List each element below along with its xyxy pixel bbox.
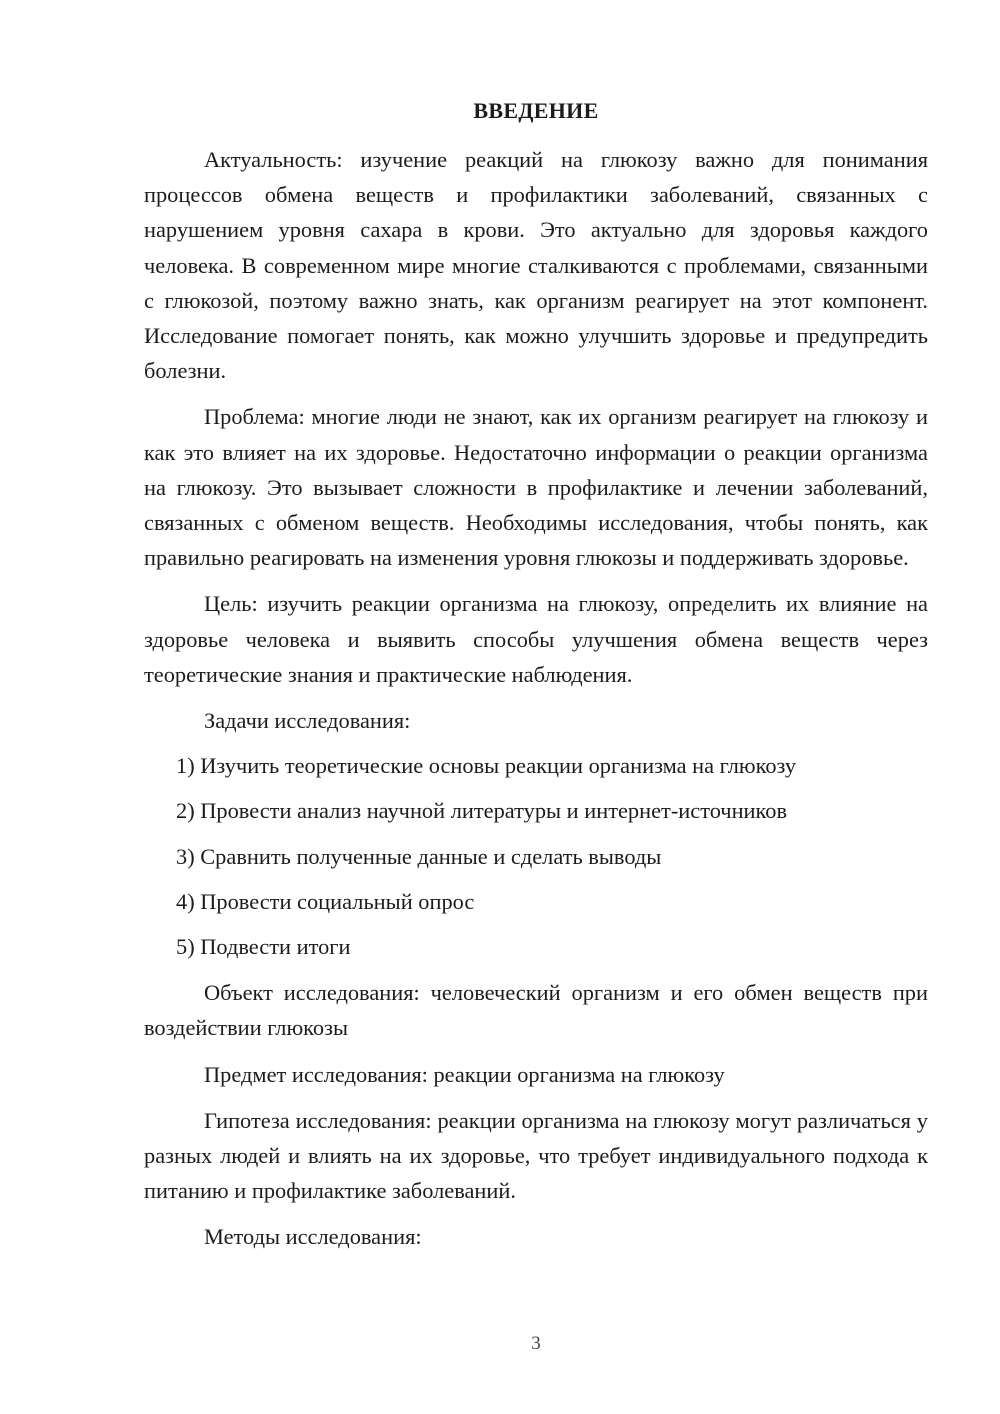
object-paragraph: Объект исследования: человеческий организм и его обмен веществ при воздействии глюкозы <box>144 980 928 1041</box>
methods-title: Методы исследования: <box>204 1224 422 1250</box>
hypothesis-paragraph: Гипотеза исследования: реакции организма на глюкозу могут различаться у разных людей и влиять на их здоровье, что требует индивидуального подхода к питанию и профилактике заболеваний. <box>144 1107 928 1204</box>
task-item: 3) Сравнить полученные данные и сделать выводы <box>176 843 662 869</box>
problem-paragraph: Проблема: многие люди не знают, как их организм реагирует на глюкозу и как это влияет на их здоровье. Недостаточно информации о реакции организма на глюкозу. Это вызывает сложности в профилактике и лечении заболеваний, связанных с обменом веществ. Необходимы исследования, чтобы понять, как правильно реагировать на изменения уровня глюкозы и поддерживать здоровье. <box>144 404 928 571</box>
goal-paragraph: Цель: изучить реакции организма на глюкозу, определить их влияние на здоровье человека и выявить способы улучшения обмена веществ через теоретические знания и практические наблюдения. <box>144 591 928 687</box>
subject-paragraph: Предмет исследования: реакции организма на глюкозу <box>204 1061 725 1087</box>
document-body <box>144 142 928 1255</box>
task-item: 2) Провести анализ научной литературы и интернет-источников <box>176 798 788 824</box>
section-heading: ВВЕДЕНИЕ <box>473 98 599 123</box>
task-item: 4) Провести социальный опрос <box>176 888 475 914</box>
tasks-title: Задачи исследования: <box>204 708 411 734</box>
page-number: 3 <box>531 1333 541 1354</box>
task-item: 5) Подвести итоги <box>176 934 351 960</box>
task-item: 1) Изучить теоретические основы реакции организма на глюкозу <box>176 753 797 779</box>
relevance-paragraph: Актуальность: изучение реакций на глюкозу важно для понимания процессов обмена веществ и профилактики заболеваний, связанных с нарушением уровня сахара в крови. Это актуально для здоровья каждого человека. В современном мире многие сталкиваются с проблемами, связанными с глюкозой, поэтому важно знать, как организм реагирует на этот компонент. Исследование помогает понять, как можно улучшить здоровье и предупредить болезни. <box>144 147 928 384</box>
